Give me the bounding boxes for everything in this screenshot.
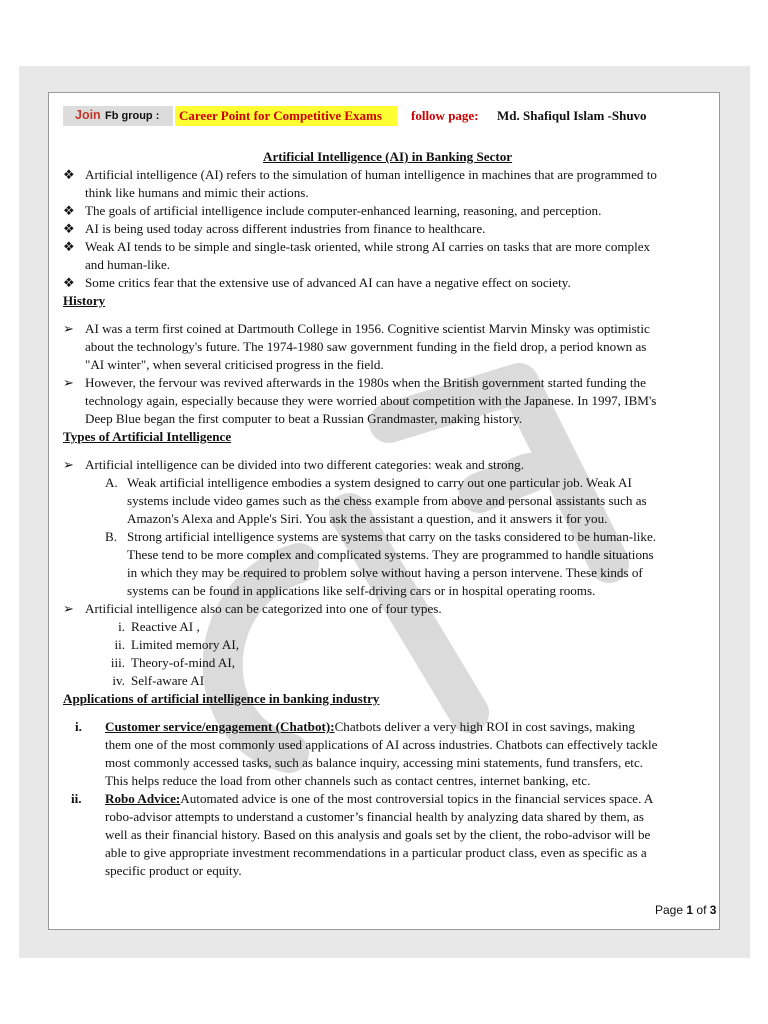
four-types-line: Artificial intelligence also can be categorized into one of four types. bbox=[85, 601, 442, 616]
arrow-bullet-icon: ➢ bbox=[63, 457, 74, 472]
strong-ai-line: systems can be found in applications like self-driving cars or in hospital operating rooms. bbox=[127, 583, 596, 598]
history-line: "AI winter", when several criticised progress in the field. bbox=[85, 357, 384, 372]
strong-ai-line: Strong artificial intelligence systems are systems that carry on the tasks considered to be human-like. bbox=[127, 529, 657, 544]
diamond-bullet-icon: ❖ bbox=[63, 275, 75, 290]
group-name: Career Point for Competitive Exams bbox=[179, 108, 382, 123]
strong-ai-line: in which they may be required to problem solve without having a person intervene. These kinds of bbox=[127, 565, 643, 580]
intro-line: Some critics fear that the extensive use of advanced AI can have a negative effect on society. bbox=[85, 275, 571, 290]
intro-line: Artificial intelligence (AI) refers to the simulation of human intelligence in machines that are programmed to bbox=[85, 167, 657, 182]
robo-line: specific product or equity. bbox=[105, 863, 242, 878]
chatbot-line: most commonly accessed tasks, such as balance inquiry, accessing mini statements, fund transfers, etc. bbox=[105, 755, 644, 770]
weak-ai-line: systems include video games such as the chess example from above and personal assistants such as bbox=[127, 493, 647, 508]
intro-line: The goals of artificial intelligence include computer-enhanced learning, reasoning, and perception. bbox=[85, 203, 602, 218]
join-label: Join bbox=[75, 108, 101, 122]
robo-title: Robo Advice: bbox=[105, 791, 181, 806]
fb-group-label: Fb group : bbox=[105, 110, 160, 122]
applications-heading: Applications of artificial intelligence in banking industry bbox=[63, 691, 380, 706]
history-line: AI was a term first coined at Dartmouth College in 1956. Cognitive scientist Marvin Minsky was optimistic bbox=[85, 321, 650, 336]
total-pages: 3 bbox=[709, 903, 717, 917]
intro-line: think like humans and mimic their actions. bbox=[85, 185, 309, 200]
list-letter: B. bbox=[105, 529, 118, 544]
app-num: ii. bbox=[71, 791, 82, 806]
diamond-bullet-icon: ❖ bbox=[63, 167, 75, 182]
arrow-bullet-icon: ➢ bbox=[63, 601, 74, 616]
list-item: Reactive AI , bbox=[131, 619, 200, 634]
intro-line: and human-like. bbox=[85, 257, 171, 272]
header-bar bbox=[63, 106, 647, 126]
list-item: Self-aware AI bbox=[131, 673, 205, 688]
weak-ai-line: Amazon's Alexa and Apple's Siri. You ask the assistant a question, and it answers it for you. bbox=[127, 511, 608, 526]
diamond-bullet-icon: ❖ bbox=[63, 221, 75, 236]
robo-line: robo-advisor attempts to understand a customer’s financial health by analyzing data shared by them, as bbox=[105, 809, 644, 824]
list-num: iv. bbox=[112, 673, 125, 688]
list-letter: A. bbox=[105, 475, 118, 490]
history-line: Deep Blue began the first computer to beat a Russian Grandmaster, making history. bbox=[85, 411, 523, 426]
chatbot-title: Customer service/engagement (Chatbot): bbox=[105, 719, 335, 734]
robo-line: able to give appropriate investment recommendations in a particular product class, even as specific as a bbox=[105, 845, 647, 860]
follow-label: follow page: bbox=[411, 108, 479, 123]
arrow-bullet-icon: ➢ bbox=[63, 321, 74, 336]
types-heading: Types of Artificial Intelligence bbox=[63, 429, 232, 444]
page-footer: Page 1 of 3 bbox=[655, 903, 717, 917]
strong-ai-line: These tend to be more complex and complicated systems. They are programmed to handle situations bbox=[127, 547, 654, 562]
intro-line: Weak AI tends to be simple and single-task oriented, while strong AI carries on tasks that are more complex bbox=[85, 239, 651, 254]
history-heading: History bbox=[63, 293, 106, 308]
robo-line: well as their financial history. Based on this analysis and goals set by the client, the robo-advisor will be bbox=[105, 827, 651, 842]
types-intro: Artificial intelligence can be divided into two different categories: weak and strong. bbox=[85, 457, 524, 472]
list-item: Limited memory AI, bbox=[131, 637, 240, 652]
robo-first-line: Robo Advice:Automated advice is one of the most controversial topics in the financial services space. A bbox=[105, 791, 654, 806]
intro-line: AI is being used today across different industries from finance to healthcare. bbox=[85, 221, 486, 236]
list-num: ii. bbox=[114, 637, 125, 652]
page-title: Artificial Intelligence (AI) in Banking Sector bbox=[263, 149, 513, 164]
document-page bbox=[48, 92, 720, 930]
chatbot-first-line: Customer service/engagement (Chatbot):Chatbots deliver a very high ROI in cost savings, making bbox=[105, 719, 635, 734]
history-line: However, the fervour was revived afterwards in the 1980s when the British government started funding the bbox=[85, 375, 646, 390]
history-line: about the technology's future. The 1974-1980 saw government funding in the field drop, a period known as bbox=[85, 339, 647, 354]
chatbot-line: This helps reduce the load from other channels such as contact centres, internet banking, etc. bbox=[105, 773, 591, 788]
chatbot-line: them one of the most commonly used applications of AI across industries. Chatbots can effectively tackle bbox=[105, 737, 658, 752]
arrow-bullet-icon: ➢ bbox=[63, 375, 74, 390]
list-item: Theory-of-mind AI, bbox=[131, 655, 235, 670]
app-num: i. bbox=[75, 719, 82, 734]
diamond-bullet-icon: ❖ bbox=[63, 203, 75, 218]
author-name: Md. Shafiqul Islam -Shuvo bbox=[497, 108, 647, 123]
list-num: iii. bbox=[110, 655, 125, 670]
diamond-bullet-icon: ❖ bbox=[63, 239, 75, 254]
current-page: 1 bbox=[686, 903, 694, 917]
list-num: i. bbox=[118, 619, 125, 634]
weak-ai-line: Weak artificial intelligence embodies a system designed to carry out one particular job. Weak AI bbox=[127, 475, 632, 490]
history-line: technology again, especially because they were worried about competition with the Japanese. In 1997, IBM's bbox=[85, 393, 657, 408]
